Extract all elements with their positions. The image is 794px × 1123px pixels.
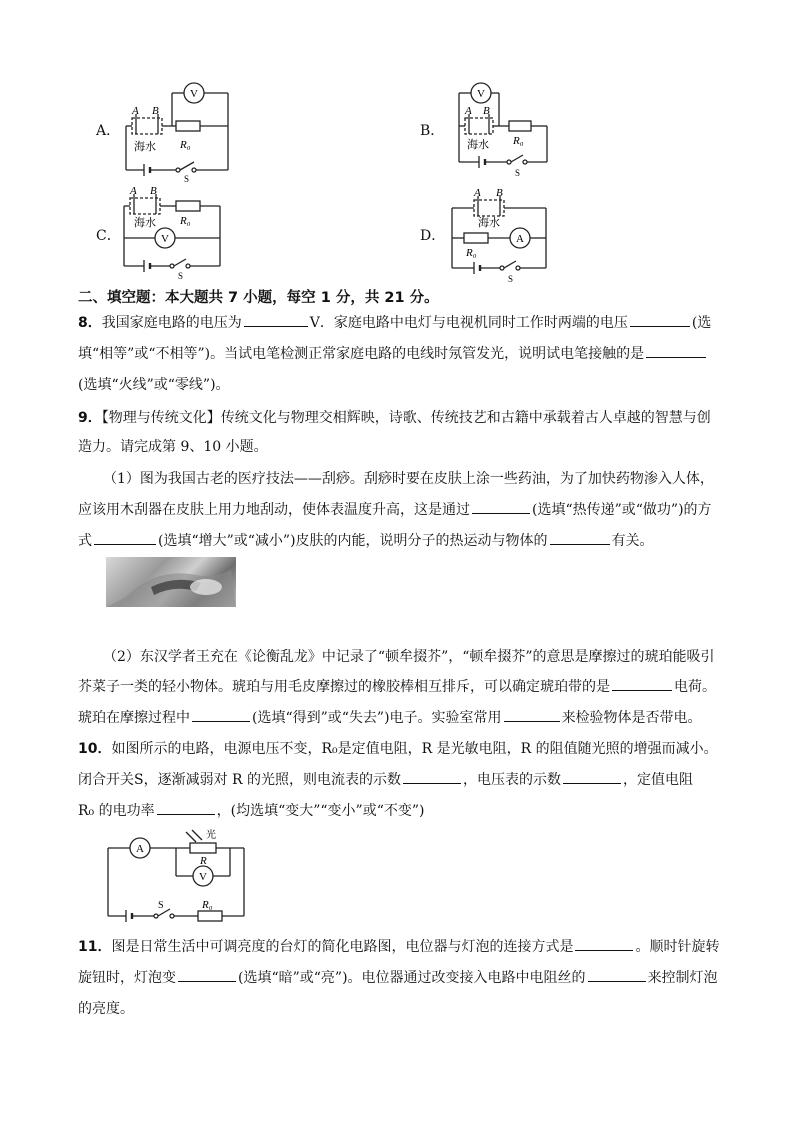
voltmeter-symbol: V — [161, 233, 169, 245]
answer-blank[interactable] — [504, 707, 560, 722]
q8-text: 我国家庭电路的电压为 — [101, 315, 242, 331]
q9-text: (选填“热传递”或“做功”)的方 — [532, 502, 712, 518]
option-c-circuit — [118, 185, 238, 281]
q8-text: V．家庭电路中电灯与电视机同时工作时两端的电压 — [309, 315, 628, 331]
answer-blank[interactable] — [588, 967, 646, 982]
q10-text: ，定值电阻 — [623, 772, 694, 788]
seawater-label: 海水 — [134, 141, 156, 153]
switch-label: S — [178, 271, 184, 281]
q9-number: 9． — [78, 410, 102, 426]
q11-number: 11． — [78, 939, 112, 955]
resistor-label: R₀ — [180, 215, 191, 227]
q11-line-1 — [78, 936, 719, 956]
light-label: 光 — [206, 830, 216, 841]
switch-label: S — [508, 274, 514, 284]
option-b-label: B． — [420, 123, 445, 139]
q9-line-2 — [78, 436, 268, 456]
node-b-label: B — [152, 105, 159, 117]
switch-label: S — [515, 168, 521, 178]
option-d-circuit — [448, 186, 558, 284]
gua-sha-illustration — [106, 557, 236, 607]
q9-text: 造力。请完成第 9、10 小题。 — [78, 439, 268, 455]
q11-text: 来控制灯泡 — [647, 970, 718, 986]
answer-blank[interactable] — [403, 769, 461, 784]
answer-blank[interactable] — [94, 530, 156, 545]
switch-label: S — [158, 900, 164, 911]
q9-text: 应该用木刮器在皮肤上用力地刮动，使体表温度升高，这是通过 — [78, 502, 470, 518]
q8-text: 填“相等”或“不相等”)。当试电笔检测正常家庭电路的电线时氖管发光，说明试电笔接触的是 — [78, 346, 645, 362]
q11-text: 。顺时针旋转 — [635, 939, 720, 955]
ammeter-symbol: A — [516, 233, 524, 245]
q9-p1-line-2 — [78, 499, 712, 519]
answer-blank[interactable] — [244, 312, 308, 327]
answer-blank[interactable] — [575, 936, 633, 951]
seawater-label: 海水 — [134, 217, 156, 229]
fixed-resistor-label: R₀ — [202, 899, 213, 911]
q8-number: 8． — [78, 315, 102, 331]
answer-blank[interactable] — [563, 769, 621, 784]
answer-blank[interactable] — [157, 800, 215, 815]
q9-text: （1）图为我国古老的医疗技法——刮痧。刮痧时要在皮肤上涂一些药油，为了加快药物渗入人体， — [103, 471, 714, 487]
q10-text: ，(均选填“变大”“变小”或“不变”) — [216, 803, 425, 819]
answer-blank[interactable] — [630, 312, 690, 327]
resistor-label: R₀ — [180, 139, 191, 151]
q9-text: 有关。 — [611, 533, 654, 549]
q9-text: 芥菜子一类的轻小物体。琥珀与用毛皮摩擦过的橡胶棒相互排斥，可以确定琥珀带的是 — [78, 679, 610, 695]
q9-p1-line-3 — [78, 530, 654, 550]
q10-text: 如图所示的电路，电源电压不变，R₀是定值电阻，R 是光敏电阻，R 的阻值随光照的增强而减小。 — [111, 741, 718, 757]
q10-line-1 — [78, 738, 718, 758]
q9-text: (选填“增大”或“减小”)皮肤的内能，说明分子的热运动与物体的 — [158, 533, 548, 549]
q11-line-2 — [78, 967, 718, 987]
q10-line-3 — [78, 800, 424, 820]
q9-text: (选填“得到”或“失去”)电子。实验室常用 — [252, 710, 502, 726]
node-a-label: A — [465, 105, 472, 117]
q9-line-1 — [78, 407, 711, 427]
answer-blank[interactable] — [472, 499, 530, 514]
voltmeter-symbol: V — [199, 871, 207, 883]
section-title: 二、填空题：本大题共 7 小题，每空 1 分，共 21 分。 — [78, 290, 439, 306]
q9-text: 来检验物体是否带电。 — [561, 710, 702, 726]
q11-text: 旋钮时，灯泡变 — [78, 970, 176, 986]
option-c-label: C． — [96, 228, 121, 244]
seawater-label: 海水 — [467, 139, 489, 151]
answer-blank[interactable] — [178, 967, 236, 982]
option-a-circuit — [118, 78, 238, 184]
q11-text: 的亮度。 — [78, 1001, 134, 1017]
q9-p1-line-1 — [103, 468, 714, 488]
q9-p2-line-3 — [78, 707, 702, 727]
q8-line-2 — [78, 343, 708, 363]
ammeter-symbol: A — [136, 843, 144, 855]
voltmeter-symbol: V — [477, 88, 485, 100]
option-b-circuit — [453, 80, 553, 180]
node-a-label: A — [474, 187, 481, 199]
node-a-label: A — [130, 185, 137, 197]
q10-text: R₀ 的电功率 — [78, 803, 155, 819]
q9-text: （2）东汉学者王充在《论衡乱龙》中记录了“顿牟掇芥”，“顿牟掇芥”的意思是摩擦过的琥珀能吸引 — [103, 649, 715, 665]
resistor-label: R₀ — [513, 135, 524, 147]
node-b-label: B — [150, 185, 157, 197]
q8-line-3 — [78, 374, 230, 394]
q9-p2-line-2 — [78, 676, 716, 696]
q9-text: 式 — [78, 533, 92, 549]
voltmeter-symbol: V — [190, 88, 198, 100]
photoresistor-label: R — [200, 855, 207, 867]
seawater-label: 海水 — [478, 217, 500, 229]
q8-text: (选填“火线”或“零线”)。 — [78, 377, 230, 393]
q10-text: ，电压表的示数 — [463, 772, 562, 788]
answer-blank[interactable] — [192, 707, 250, 722]
node-b-label: B — [483, 105, 490, 117]
q11-line-3 — [78, 998, 134, 1018]
q10-circuit — [104, 828, 254, 924]
resistor-label: R₀ — [466, 247, 477, 259]
q10-line-2 — [78, 769, 693, 789]
q11-text: 图是日常生活中可调亮度的台灯的简化电路图，电位器与灯泡的连接方式是 — [111, 939, 574, 955]
answer-blank[interactable] — [612, 676, 672, 691]
option-d-label: D． — [420, 228, 446, 244]
q9-p2-line-1 — [103, 646, 715, 666]
q10-text: 闭合开关S，逐渐减弱对 R 的光照，则电流表的示数 — [78, 772, 402, 788]
node-b-label: B — [496, 187, 503, 199]
switch-label: S — [184, 174, 190, 184]
option-a-label: A． — [96, 123, 121, 139]
q11-text: (选填“暗”或“亮”)。电位器通过改变接入电路中电阻丝的 — [238, 970, 586, 986]
gua-sha-photo — [106, 557, 236, 607]
q8-line-1 — [78, 312, 711, 332]
answer-blank[interactable] — [550, 530, 610, 545]
q9-text: 【物理与传统文化】传统文化与物理交相辉映，诗歌、传统技艺和古籍中承载着古人卓越的智慧与创 — [101, 410, 711, 426]
q10-number: 10． — [78, 741, 112, 757]
q9-text: 电荷。 — [674, 679, 716, 695]
q8-text: (选 — [691, 315, 712, 331]
q9-text: 琥珀在摩擦过程中 — [78, 710, 190, 726]
node-a-label: A — [132, 105, 139, 117]
answer-blank[interactable] — [646, 343, 706, 358]
